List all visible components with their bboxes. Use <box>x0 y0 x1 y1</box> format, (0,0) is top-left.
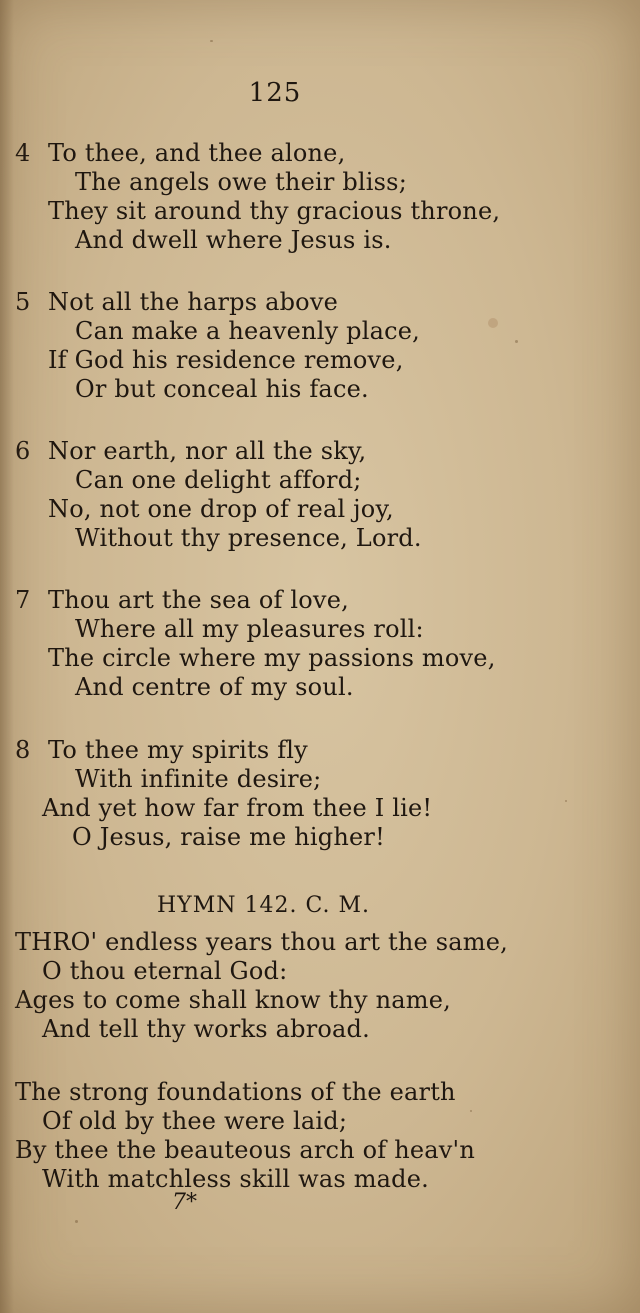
verse-line: And tell thy works abroad. <box>42 1015 370 1043</box>
verse-line: And dwell where Jesus is. <box>75 226 392 254</box>
verse-line: The circle where my passions move, <box>48 644 496 672</box>
verse-line: And yet how far from thee I lie! <box>42 794 433 822</box>
stanza-number: 8 <box>15 736 31 764</box>
stanza-number: 7 <box>15 586 31 614</box>
paper-speck <box>515 340 518 343</box>
verse-line: To thee, and thee alone, <box>48 139 346 167</box>
verse-line: They sit around thy gracious throne, <box>48 197 501 225</box>
verse-line: Where all my pleasures roll: <box>75 615 424 643</box>
verse-line: O Jesus, raise me higher! <box>72 823 385 851</box>
verse-line: And centre of my soul. <box>75 673 354 701</box>
paper-speck <box>470 1110 472 1112</box>
stanza-number: 6 <box>15 437 31 465</box>
verse-line: If God his residence remove, <box>48 346 404 374</box>
verse-line: To thee my spirits fly <box>48 736 308 764</box>
verse-line: Or but conceal his face. <box>75 375 369 403</box>
paper-speck <box>75 1220 78 1223</box>
verse-line: Nor earth, nor all the sky, <box>48 437 367 465</box>
page-number: 125 <box>248 78 302 108</box>
verse-line: Ages to come shall know thy name, <box>15 986 451 1014</box>
verse-line: Thou art the sea of love, <box>48 586 349 614</box>
verse-line: Not all the harps above <box>48 288 338 316</box>
verse-line: The angels owe their bliss; <box>75 168 407 196</box>
verse-line: With infinite desire; <box>75 765 322 793</box>
verse-line: By thee the beauteous arch of heav'n <box>15 1136 475 1164</box>
verse-line: No, not one drop of real joy, <box>48 495 394 523</box>
paper-speck <box>565 800 567 802</box>
verse-line: THRO' endless years thou art the same, <box>15 928 509 956</box>
stanza-number: 4 <box>15 139 31 167</box>
page-binding-shadow <box>0 0 14 1313</box>
stanza-number: 5 <box>15 288 31 316</box>
hymn-heading: HYMN 142. C. M. <box>157 893 371 918</box>
verse-line: Without thy presence, Lord. <box>75 524 422 552</box>
signature-mark: 7* <box>172 1190 197 1215</box>
verse-line: Can make a heavenly place, <box>75 317 421 345</box>
paper-speck <box>210 40 213 42</box>
verse-line: With matchless skill was made. <box>42 1165 429 1193</box>
verse-line: The strong foundations of the earth <box>15 1078 456 1106</box>
verse-line: Of old by thee were laid; <box>42 1107 348 1135</box>
verse-line: O thou eternal God: <box>42 957 288 985</box>
verse-line: Can one delight afford; <box>75 466 362 494</box>
paper-stain <box>488 318 498 328</box>
